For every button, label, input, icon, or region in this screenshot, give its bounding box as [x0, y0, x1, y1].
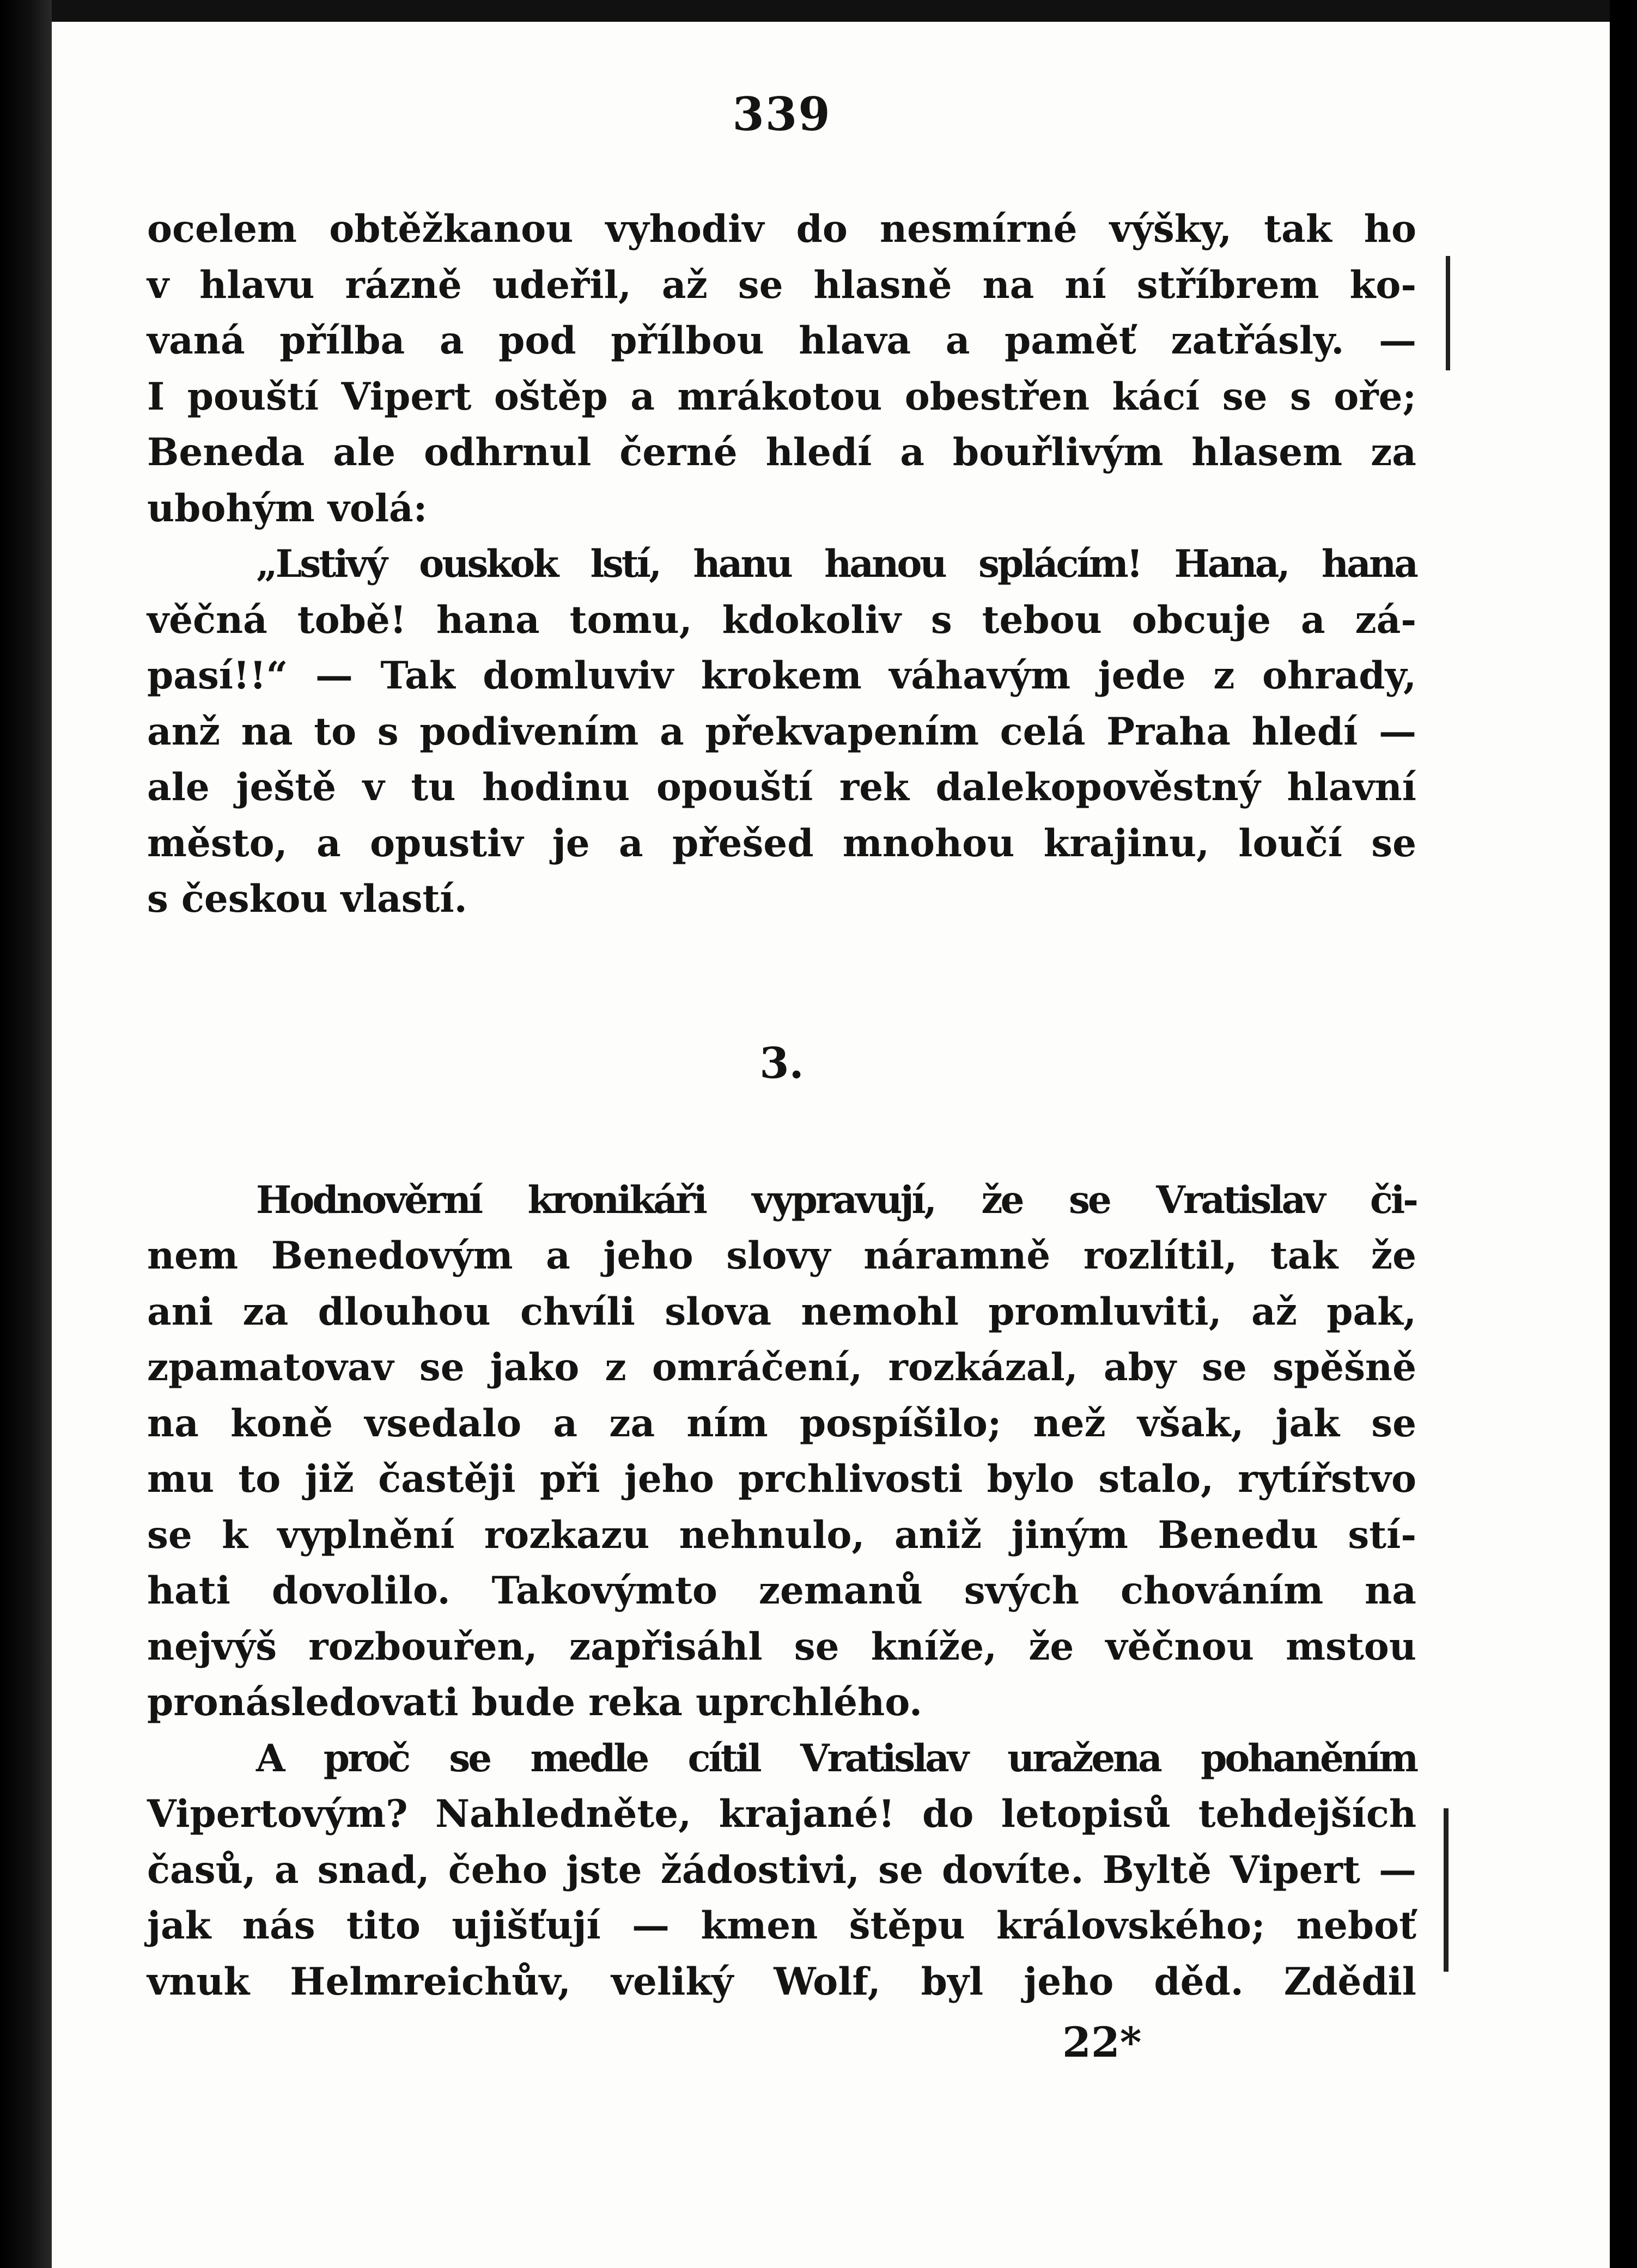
paragraph-3	[147, 1173, 1416, 1731]
text-line: vnuk Helmreichův, veliký Wolf, byl jeho děd. Zdědil	[147, 1959, 1416, 2004]
section-number: 3.	[759, 1038, 804, 1088]
text-line: nem Benedovým a jeho slovy náramně rozlítil, tak že	[147, 1234, 1416, 1278]
text-line: hati dovolilo. Takovýmto zemanů svých chováním na	[147, 1569, 1416, 1613]
text-line: město, a opustiv je a přešed mnohou krajinu, loučí se	[147, 821, 1416, 865]
page-number: 339	[732, 87, 831, 141]
text-line: zpamatovav se jako z omráčení, rozkázal, aby se spěšně	[147, 1345, 1416, 1389]
margin-line-mark	[1444, 1808, 1449, 1972]
text-line: v hlavu rázně udeřil, až se hlasně na ní stříbrem ko-	[147, 263, 1416, 307]
text-line: časů, a snad, čeho jste žádostivi, se dovíte. Byltě Vipert —	[147, 1848, 1416, 1892]
top-edge-shadow	[52, 0, 1610, 22]
text-line: anž na to s podivením a překvapením celá Praha hledí —	[147, 709, 1416, 754]
book-page	[147, 87, 1416, 2070]
text-line: I pouští Vipert oštěp a mrákotou obestřen kácí se s oře;	[147, 374, 1416, 419]
paragraph-2	[147, 536, 1416, 928]
binding-shadow	[0, 0, 52, 2268]
text-line: pronásledovati bude reka uprchlého.	[147, 1680, 923, 1724]
text-line: „Lstivý ouskok lstí, hanu hanou splácím! Hana, hana	[256, 542, 1416, 586]
paragraph-1	[147, 202, 1416, 536]
text-line: A proč se medle cítil Vratislav uražena pohaněním	[256, 1736, 1416, 1781]
text-line: na koně vsedalo a za ním pospíšilo; než však, jak se	[147, 1401, 1416, 1446]
text-line: ale ještě v tu hodinu opouští rek dalekopověstný hlavní	[147, 765, 1416, 809]
text-line: věčná tobě! hana tomu, kdokoliv s tebou obcuje a zá-	[147, 598, 1416, 642]
text-line: s českou vlastí.	[147, 877, 467, 921]
text-line: Hodnověrní kronikáři vypravují, že se Vratislav či-	[256, 1178, 1416, 1222]
text-line: Vipertovým? Nahledněte, krajané! do letopisů tehdejších	[147, 1792, 1416, 1836]
paragraph-4	[147, 1731, 1416, 2010]
text-line: se k vyplnění rozkazu nehnulo, aniž jiným Benedu stí-	[147, 1513, 1416, 1557]
text-line: vaná přílba a pod přílbou hlava a paměť zatřásly. —	[147, 319, 1416, 363]
text-line: ubohým volá:	[147, 486, 428, 531]
text-line: mu to již častěji při jeho prchlivosti bylo stalo, rytířstvo	[147, 1457, 1416, 1501]
margin-line-mark	[1446, 256, 1450, 370]
text-line: nejvýš rozbouřen, zapřisáhl se kníže, že věčnou mstou	[147, 1624, 1416, 1669]
text-line: ocelem obtěžkanou vyhodiv do nesmírné výšky, tak ho	[147, 207, 1416, 251]
signature-mark: 22*	[1062, 2018, 1142, 2066]
text-line: jak nás tito ujišťují — kmen štěpu královského; neboť	[147, 1904, 1416, 1948]
text-line: Beneda ale odhrnul černé hledí a bouřlivým hlasem za	[147, 430, 1416, 474]
text-line: pasí!!“ — Tak domluviv krokem váhavým jede z ohrady,	[147, 654, 1416, 698]
text-line: ani za dlouhou chvíli slova nemohl promluviti, až pak,	[147, 1289, 1416, 1334]
